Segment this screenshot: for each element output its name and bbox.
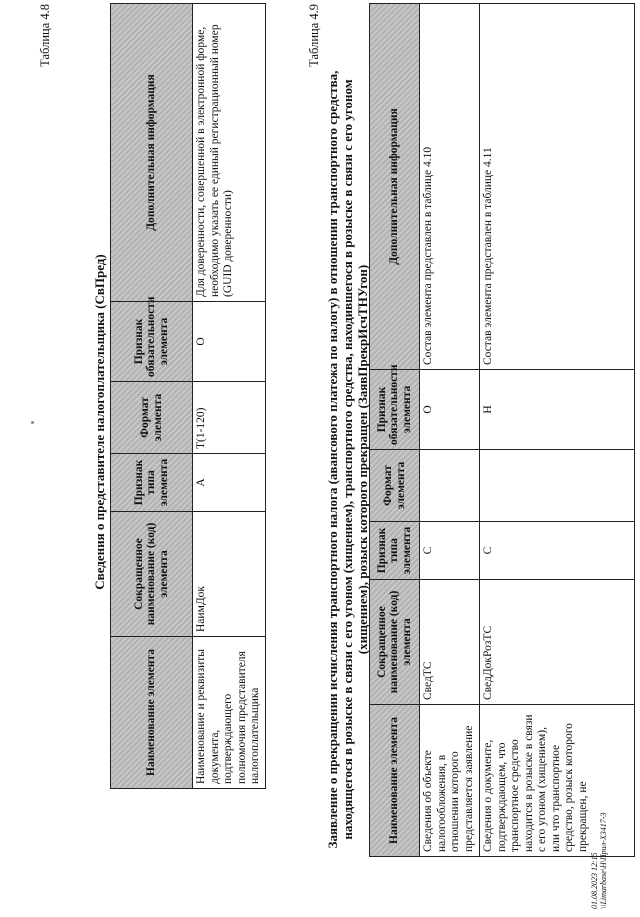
table-cell: Сведения о документе, подтверждающем, что транспортное средство находится в розыске в связи с его угоном (хищением), или что транспортное средство, розыск которого прекращен, не: [480, 705, 635, 857]
table-cell: Для доверенности, совершенной в электронной форме, необходимо указать ее единый регистрационный номер (GUID доверенности): [193, 4, 266, 302]
table-cell: С: [420, 522, 480, 580]
table-4-9-title: [325, 7, 370, 912]
table-cell: [420, 450, 480, 522]
table-header-row: [111, 4, 193, 789]
header-cell: Сокращенное наименование (код) элемента: [370, 580, 420, 705]
footer-stamp: [590, 709, 608, 909]
header-cell: Дополнительная информация: [370, 4, 420, 370]
table-cell: О: [420, 370, 480, 450]
table-cell: Сведения об объекте налогообложения, в отношении которого представляется заявление: [420, 705, 480, 857]
table-cell: С: [480, 522, 635, 580]
header-cell: Признак обязательности элемента: [111, 302, 193, 382]
table-row: [420, 4, 480, 857]
table-cell: [480, 450, 635, 522]
table-cell: СведДокРозТС: [480, 580, 635, 705]
footer-date: 01.08.2023 12:15: [590, 852, 599, 909]
table-cell: Состав элемента представлен в таблице 4.10: [420, 4, 480, 370]
header-cell: Наименование элемента: [111, 637, 193, 789]
header-cell: Наименование элемента: [370, 705, 420, 857]
header-cell: Признак типа элемента: [111, 454, 193, 512]
table-cell: А: [193, 454, 266, 512]
title-line: находящегося в розыске в связи с его угоном (хищением), транспортного средства, находившегося в розыске в связи с его угоном: [340, 79, 355, 840]
table-row: [193, 4, 266, 789]
table-4-8-number: Таблица 4.8: [38, 4, 52, 67]
table-cell: Состав элемента представлен в таблице 4.11: [480, 4, 635, 370]
header-cell: Формат элемента: [111, 382, 193, 454]
table-cell: СведТС: [420, 580, 480, 705]
table-row: [480, 4, 635, 857]
header-cell: Формат элемента: [370, 450, 420, 522]
header-cell: Сокращенное наименование (код) элемента: [111, 512, 193, 637]
header-cell: Дополнительная информация: [111, 4, 193, 302]
title-line: Заявление о прекращении исчисления транспортного налога (авансового платежа по налогу) в отношении транспортного средства,: [325, 70, 340, 849]
table-4-8: [110, 3, 266, 789]
header-cell: Признак типа элемента: [370, 522, 420, 580]
table-cell: T(1-120): [193, 382, 266, 454]
title-line: (хищением), розыск которого прекращен (ЗаявПрекрИсчТНУгон): [355, 264, 370, 655]
table-cell: НаимДок: [193, 512, 266, 637]
table-cell: Наименование и реквизиты документа, подтверждающего полномочия представителя налогоплательщика: [193, 637, 266, 789]
table-cell: О: [193, 302, 266, 382]
scan-dot: [31, 421, 34, 424]
table-4-9-number: Таблица 4.9: [307, 4, 321, 67]
header-cell: Признак обязательности элемента: [370, 370, 420, 450]
footer-path: \\Limarbase\Н\Прил-X3417-3: [599, 812, 608, 909]
table-header-row: [370, 4, 420, 857]
table-cell: Н: [480, 370, 635, 450]
table-4-8-title: Сведения о представителе налогоплательщика (СвПред): [92, 254, 107, 590]
